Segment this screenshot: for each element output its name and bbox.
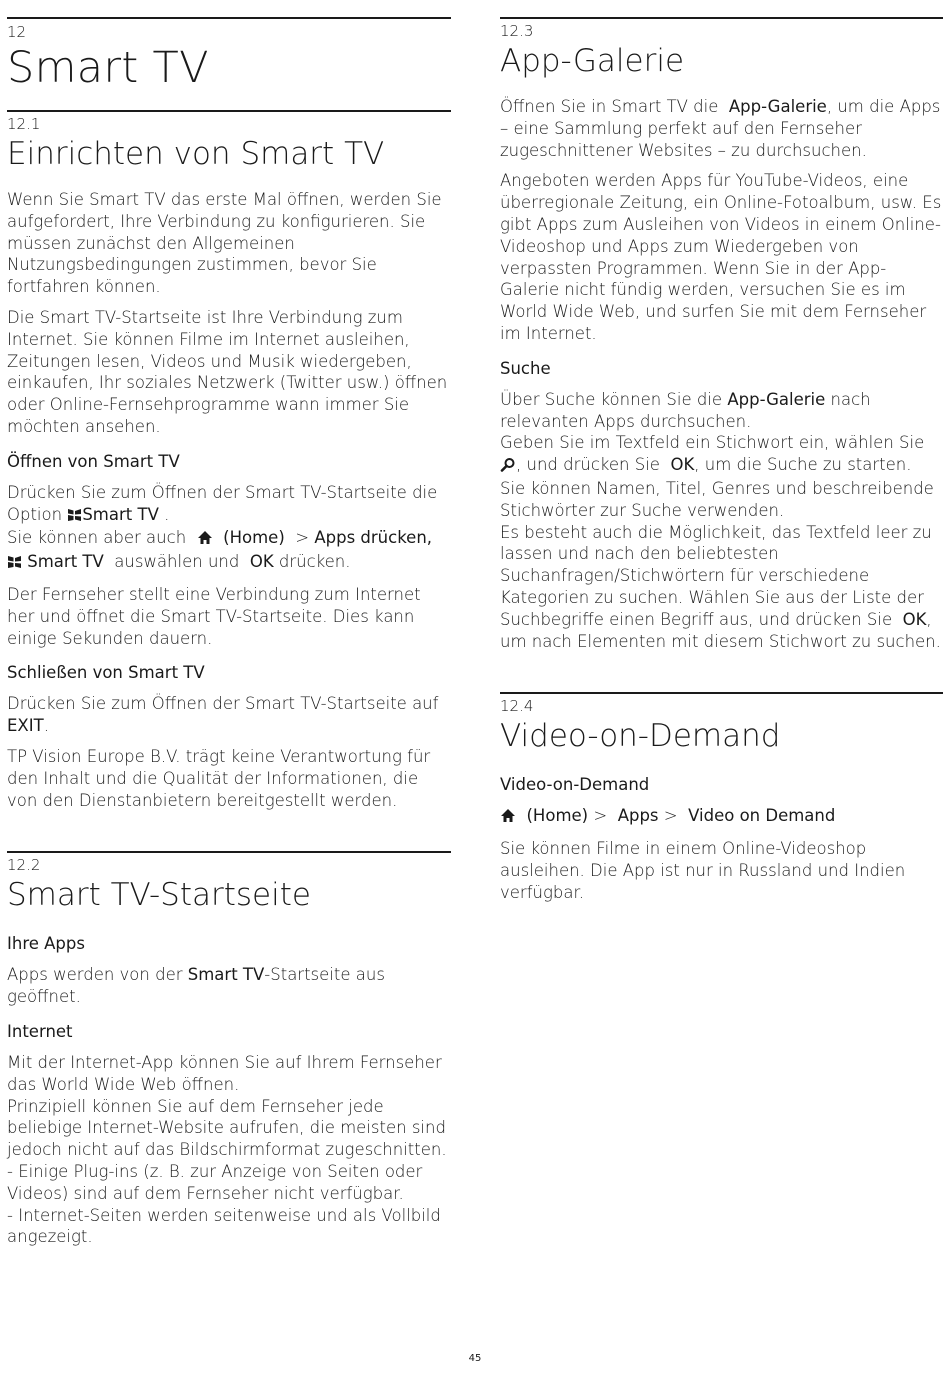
vod-label: Video on Demand bbox=[688, 806, 836, 826]
text: , um die Apps – eine Sammlung perfekt auf den Fernseher zugeschnittener Websites – zu durchsuchen. bbox=[500, 97, 941, 160]
text: auswählen und bbox=[114, 552, 240, 572]
app-gallery-label: App-Galerie bbox=[728, 97, 827, 116]
paragraph-gallery bbox=[500, 96, 943, 161]
subheading-open: Öffnen von Smart TV bbox=[7, 451, 180, 471]
home-label: (Home) bbox=[223, 528, 285, 548]
section-number: 12.3 bbox=[500, 22, 534, 40]
subheading-close: Schließen von Smart TV bbox=[7, 663, 205, 683]
text: - Internet-Seiten werden seitenweise und als Vollbild angezeigt. bbox=[7, 1205, 441, 1247]
section-number: 12.2 bbox=[7, 856, 41, 875]
text: Prinzipiell können Sie auf dem Fernseher jede beliebige Internet-Website aufrufen, die meisten sind jedoch nicht auf das Bildschirmformat zugeschnitten. bbox=[7, 1096, 447, 1160]
chapter-rule bbox=[7, 17, 451, 19]
ok-label: OK bbox=[670, 455, 695, 475]
search-icon bbox=[500, 456, 516, 478]
text: Sie können aber auch bbox=[7, 528, 187, 548]
section-number: 12.4 bbox=[500, 697, 534, 716]
text: nach relevanten Apps durchsuchen. bbox=[500, 389, 871, 431]
text: , um nach Elementen mit diesem Stichwort zu suchen. bbox=[500, 609, 941, 651]
paragraph: TP Vision Europe B.V. trägt keine Verantwortung für den Inhalt und die Qualität der Informationen, die von den Dienstanbietern bereitgestellt werden. bbox=[7, 746, 431, 810]
text: Über Suche können Sie die bbox=[500, 389, 723, 409]
home-icon bbox=[500, 807, 516, 829]
section-title: Smart TV-Startseite bbox=[7, 877, 311, 914]
apps-label: Apps drücken, bbox=[314, 528, 433, 548]
text: drücken. bbox=[278, 552, 351, 572]
subheading-internet: Internet bbox=[7, 1021, 73, 1041]
section-rule bbox=[500, 17, 943, 19]
subheading-apps: Ihre Apps bbox=[7, 934, 85, 954]
app-gallery-label: App-Galerie bbox=[727, 389, 826, 409]
paragraph-internet bbox=[7, 1052, 451, 1248]
text: Geben Sie im Textfeld ein Stichwort ein, wählen Sie bbox=[500, 433, 925, 453]
smart-tv-label: Smart TV bbox=[82, 504, 159, 524]
paragraph: Sie können Filme in einem Online-Videoshop ausleihen. Die App ist nur in Russland und Indien verfügbar. bbox=[500, 839, 906, 902]
paragraph: Wenn Sie Smart TV das erste Mal öffnen, werden Sie aufgefordert, Ihre Verbindung zu konfigurieren. Sie müssen zunächst den Allgemeinen Nutzungsbedingungen zustimmen, bevor Sie fortfahren können. bbox=[7, 190, 442, 297]
text: > bbox=[593, 806, 608, 826]
section-rule bbox=[7, 110, 451, 112]
paragraph: Angeboten werden Apps für YouTube-Videos, eine überregionale Zeitung, ein Online-Fotoalbum, usw. Es gibt Apps zum Ausleihen von Videos in einem Online-Videoshop und Apps zum Wiedergeben von verpassten Programmen. Wenn Sie in der App-Galerie nicht fündig werden, versuchen Sie es im World Wide Web, und surfen Sie mit dem Fernseher im Internet. bbox=[500, 171, 942, 343]
text: - Einige Plug-ins (z. B. zur Anzeige von Seiten oder Videos) sind auf dem Fernseher nicht verfügbar. bbox=[7, 1161, 423, 1203]
text: > bbox=[663, 806, 678, 826]
paragraph: Der Fernseher stellt eine Verbindung zum Internet her und öffnet die Smart TV-Startseite. Dies kann einige Sekunden dauern. bbox=[7, 584, 421, 648]
smart-tv-label: Smart TV bbox=[187, 965, 265, 985]
text: Drücken Sie zum Öffnen der Smart TV-Startseite die Option bbox=[7, 482, 438, 524]
right-column bbox=[500, 0, 943, 904]
chapter-title: Smart TV bbox=[7, 43, 209, 93]
text: . bbox=[164, 504, 170, 524]
text: Sie können Namen, Titel, Genres und beschreibende Stichwörter zur Suche verwenden. bbox=[500, 478, 934, 520]
text: -Startseite aus geöffnet. bbox=[7, 965, 385, 1007]
text: Drücken Sie zum Öffnen der Smart TV-Startseite auf bbox=[7, 694, 439, 714]
subheading-search: Suche bbox=[500, 358, 551, 378]
smart-tv-label: Smart TV bbox=[27, 552, 104, 572]
subheading-vod: Video-on-Demand bbox=[500, 775, 650, 795]
ok-label: OK bbox=[249, 552, 274, 572]
text: . bbox=[43, 716, 49, 736]
section-number: 12.1 bbox=[7, 115, 41, 133]
section-title: App-Galerie bbox=[500, 43, 685, 79]
paragraph-search bbox=[500, 389, 943, 653]
text: , und drücken Sie bbox=[516, 455, 660, 475]
chapter-number: 12 bbox=[7, 23, 27, 41]
section-title: Video-on-Demand bbox=[500, 718, 781, 755]
paragraph: Die Smart TV-Startseite ist Ihre Verbindung zum Internet. Sie können Filme im Internet ausleihen, Zeitungen lesen, Videos und Musik wiedergeben, einkaufen, Ihr soziales Netzwerk (Twitter usw.) öffnen oder Online-Fernsehprogramme wann immer Sie möchten ansehen. bbox=[7, 307, 448, 436]
page-number: 45 bbox=[468, 1353, 482, 1364]
smart-tv-icon bbox=[7, 553, 22, 575]
paragraph-apps bbox=[7, 964, 451, 1008]
apps-label: Apps bbox=[617, 806, 659, 826]
home-label: (Home) bbox=[526, 806, 589, 826]
text: Apps werden von der bbox=[7, 965, 183, 985]
paragraph-close bbox=[7, 693, 451, 737]
section-rule bbox=[7, 851, 451, 853]
home-icon bbox=[197, 529, 213, 551]
text: > bbox=[295, 528, 310, 548]
section-title: Einrichten von Smart TV bbox=[7, 136, 385, 172]
text: Öffnen Sie in Smart TV die bbox=[500, 97, 719, 116]
text: Es besteht auch die Möglichkeit, das Textfeld leer zu lassen und nach den beliebtesten Suchanfragen/Stichwörtern für verschiedene Kategorien zu suchen. Wählen Sie aus der Liste der Suchbegriffe einen Begriff aus, und drücken Sie bbox=[500, 522, 932, 629]
text: , um die Suche zu starten. bbox=[694, 455, 912, 475]
paragraph-open bbox=[7, 482, 451, 575]
ok-label: OK bbox=[902, 609, 927, 629]
exit-label: EXIT bbox=[7, 716, 44, 736]
text: Mit der Internet-App können Sie auf Ihrem Fernseher das World Wide Web öffnen. bbox=[7, 1052, 442, 1094]
smart-tv-icon bbox=[67, 506, 82, 528]
left-column bbox=[7, 0, 451, 1248]
section-rule bbox=[500, 692, 943, 694]
paragraph-vod-path bbox=[500, 805, 943, 829]
